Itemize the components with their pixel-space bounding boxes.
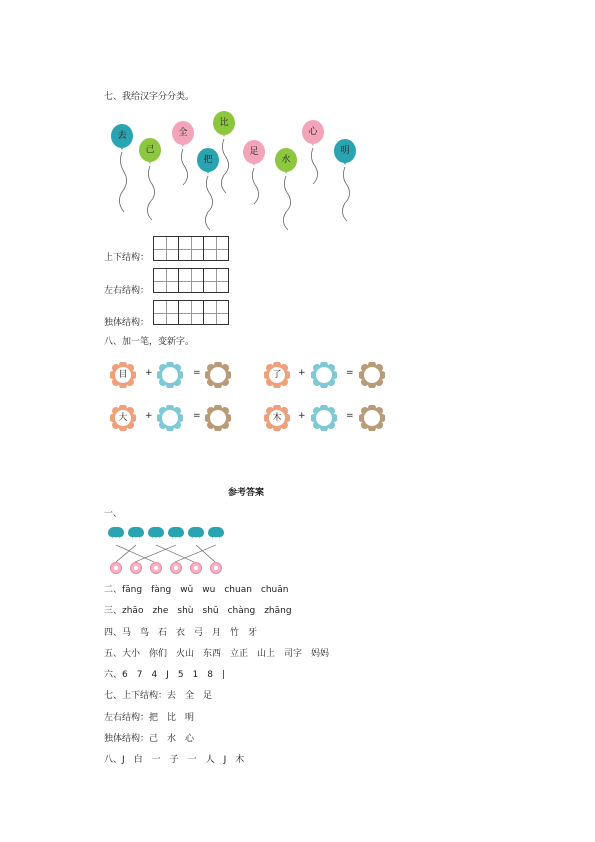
flower-item-3: 大 <box>110 405 136 431</box>
plus-sign: + <box>298 411 306 421</box>
equals-sign: = <box>193 411 201 421</box>
answers-title: 参考答案 <box>228 488 265 498</box>
answer-line-9: 独体结构：己 水 心 <box>104 734 195 744</box>
flower-icon <box>190 562 202 574</box>
flower-item-4: 木 <box>264 405 290 431</box>
balloon-2: 己 <box>139 138 161 162</box>
flower-icon <box>130 562 142 574</box>
cloud-icon: ' ' ' <box>188 527 204 537</box>
balloon-1: 去 <box>111 124 133 148</box>
answer-line-1: 一、 <box>104 509 123 519</box>
cloud-icon: ' ' ' <box>108 527 124 537</box>
cloud-icon: ' ' ' <box>128 527 144 537</box>
equals-sign: = <box>346 411 354 421</box>
balloon-4: 比 <box>213 111 235 135</box>
answer-line-3: 三、zhāo zhe shù shū chàng zhāng <box>104 606 292 616</box>
answer-line-7: 七、上下结构：去 全 足 <box>104 691 213 701</box>
row-label-top-bottom: 上下结构： <box>104 253 150 263</box>
equals-sign: = <box>346 368 354 378</box>
balloon-9: 明 <box>334 139 356 163</box>
balloon-7: 水 <box>275 148 297 172</box>
row-label-left-right: 左右结构： <box>104 286 150 296</box>
answer-line-8: 左右结构：把 比 明 <box>104 713 195 723</box>
flower-item-1: 目 <box>110 362 136 388</box>
cloud-icon: ' ' ' <box>208 527 224 537</box>
flower-item-2: 了 <box>264 362 290 388</box>
flower-icon <box>170 562 182 574</box>
cloud-icon: ' ' ' <box>168 527 184 537</box>
answer-line-4: 四、马 鸟 石 衣 弓 月 竹 牙 <box>104 628 258 638</box>
section8-heading: 八、加一笔，变新字。 <box>104 337 195 347</box>
answer-line-6: 六、6 7 4 J 5 1 8 | <box>104 670 226 680</box>
flower-icon <box>210 562 222 574</box>
cloud-icon: ' ' ' <box>148 527 164 537</box>
balloon-3: 全 <box>172 121 194 145</box>
equals-sign: = <box>193 368 201 378</box>
flower-icon <box>150 562 162 574</box>
balloon-6: 足 <box>243 140 265 164</box>
plus-sign: + <box>145 411 153 421</box>
balloon-5: 把 <box>197 148 219 172</box>
row-label-single: 独体结构： <box>104 318 150 328</box>
flower-icon <box>110 562 122 574</box>
answer-line-2: 二、fāng fàng wǔ wu chuan chuān <box>104 585 289 595</box>
section7-heading: 七、我给汉字分分类。 <box>104 92 195 102</box>
plus-sign: + <box>145 368 153 378</box>
answer-line-10: 八、J 白 一 子 一 人 J 木 <box>104 755 245 765</box>
balloon-8: 心 <box>302 120 324 144</box>
plus-sign: + <box>298 368 306 378</box>
answer-line-5: 五、大小 你们 火山 东西 立正 山上 司字 妈妈 <box>104 649 330 659</box>
